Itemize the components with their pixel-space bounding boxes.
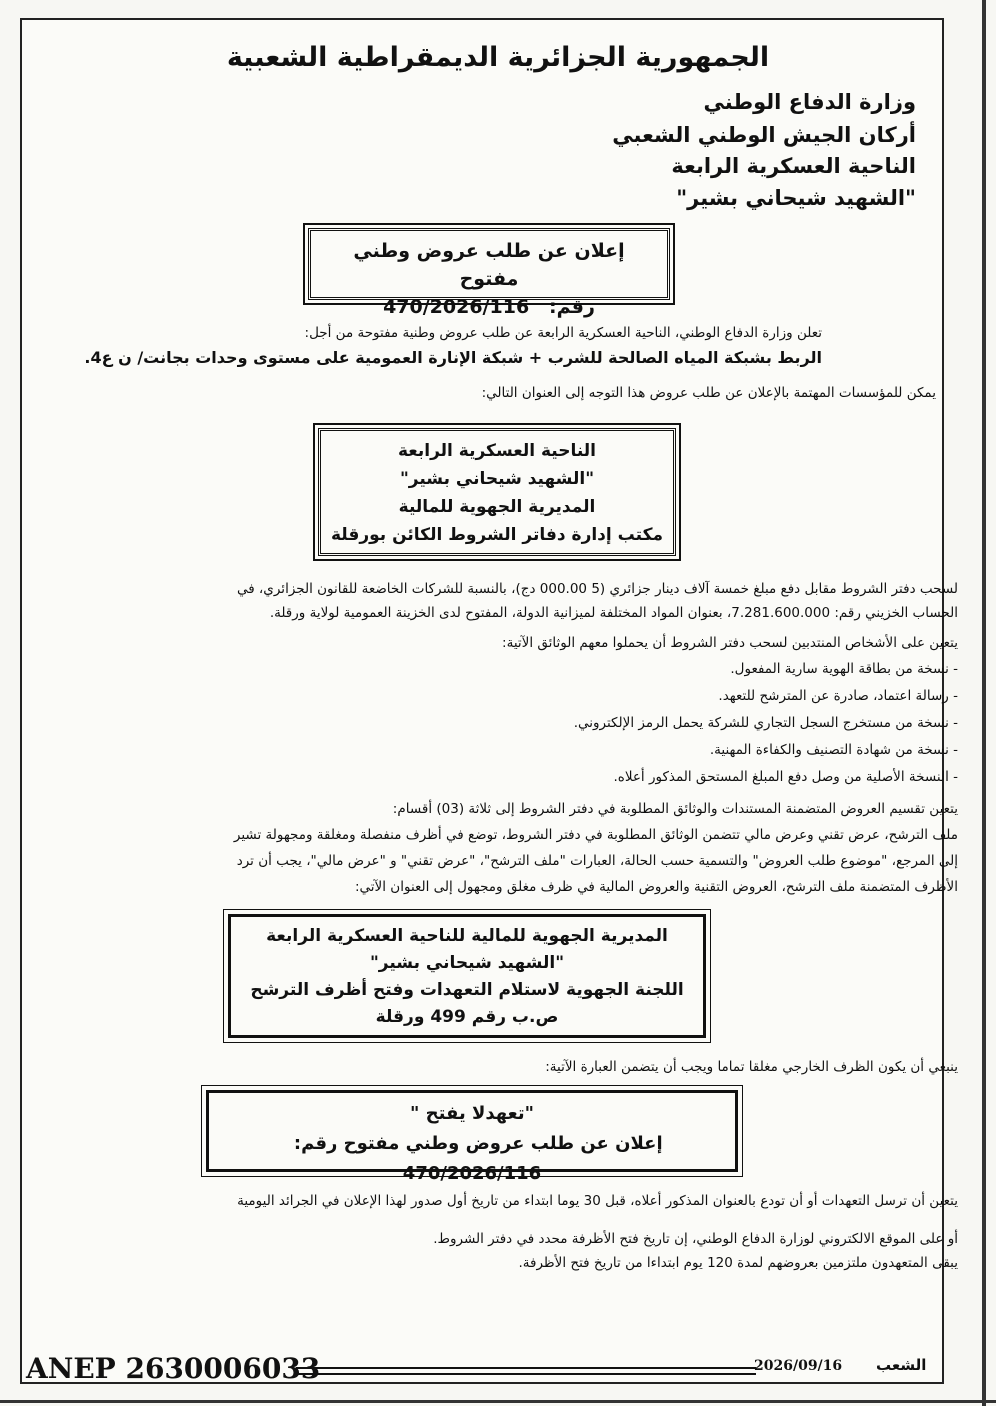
announcement-title: إعلان عن طلب عروض وطني مفتوح [353, 240, 625, 290]
documents-list [58, 656, 958, 791]
envelope-reference-number: 470/2026/116 [402, 1163, 542, 1184]
closing-para-2: أو على الموقع الالكتروني لوزارة الدفاع الوطني، إن تاريخ فتح الأظرفة محدد في دفتر الشروط. [433, 1231, 958, 1247]
address2-directorate: المديرية الجهوية للمالية للناحية العسكرية الرابعة [266, 926, 668, 946]
martyr-line: "الشهيد شيحاني بشير" [676, 186, 916, 210]
address2-pobox: ص.ب رقم 499 ورقلة [375, 1007, 559, 1027]
scan-edge-bottom [0, 1400, 996, 1403]
list-item: - نسخة من مستخرج السجل التجاري للشركة يحمل الرمز الإلكتروني. [573, 715, 958, 731]
address-box-1 [318, 428, 676, 556]
region-line: الناحية العسكرية الرابعة [671, 154, 916, 178]
envelope-reference-row [219, 1129, 725, 1189]
address2-martyr: "الشهيد شيحاني بشير" [369, 953, 565, 973]
announcement-number: 470/2026/116 [383, 296, 530, 318]
list-item: - النسخة الأصلية من وصل دفع المبلغ المستحق المذكور أعلاه. [613, 769, 958, 785]
address1-office: مكتب إدارة دفاتر الشروط الكائن بورقلة [330, 525, 663, 545]
payment-para-2: الحساب الخزيني رقم: 7.281.600.000، بعنوان المواد المختلفة لميزانية الدولة، المفتوح لدى الخزينة العمومية لولاية ورقلة. [269, 605, 958, 621]
envelopes-para-3: الأظرف المتضمنة ملف الترشح، العروض التقنية والعروض المالية في ظرف مغلق ومجهول إلى العنوان الآتي: [355, 879, 958, 895]
newspaper-name: الشعب [876, 1356, 927, 1374]
envelopes-para-1: ملف الترشح، عرض تقني وعرض مالي تتضمن الوثائق المطلوبة في دفتر الشروط، توضع في أظرف منفصلة ومغلقة ومجهولة تشير [233, 827, 958, 843]
republic-title: الجمهورية الجزائرية الديمقراطية الشعبية [226, 42, 770, 73]
closing-para-3: يبقى المتعهدون ملتزمين بعروضهم لمدة 120 يوم ابتداءا من تاريخ فتح الأظرفة. [518, 1255, 958, 1271]
envelope-do-not-open: "تعهدلا يفتح " [410, 1103, 534, 1124]
address1-martyr: "الشهيد شيحاني بشير" [399, 469, 595, 489]
sections-para: يتعين تقسيم العروض المتضمنة المستندات والوثائق المطلوبة في دفتر الشروط إلى ثلاثة (03) أقسام: [392, 801, 958, 817]
footer-date: 2026/09/16 [754, 1358, 843, 1374]
address-box-2 [228, 914, 706, 1038]
payment-para-1: لسحب دفتر الشروط مقابل دفع مبلغ خمسة آلاف دينار جزائري (5 000.00 دج)، بالنسبة للشركات الخاضعة للقانون الجزائري، في [236, 581, 958, 597]
closing-para-1: يتعين أن ترسل التعهدات أو أن تودع بالعنوان المذكور أعلاه، قبل 30 يوما ابتداء من تاريخ أول صدور لهذا الإعلان في الجرائد اليومية [237, 1193, 958, 1209]
staff-line: أركان الجيش الوطني الشعبي [612, 123, 916, 147]
envelopes-para-2: إلى المرجع، "موضوع طلب العروض" والتسمية حسب الحالة، العبارات "ملف الترشح"، "عرض تقني" و "عرض مالي"، يجب أن ترد [236, 853, 958, 869]
number-label: رقم: [549, 296, 595, 318]
list-item: - نسخة من شهادة التصنيف والكفاءة المهنية. [709, 742, 958, 758]
address1-region: الناحية العسكرية الرابعة [397, 441, 597, 461]
ministry-line: وزارة الدفاع الوطني [703, 90, 916, 114]
announcement-number-row [321, 293, 657, 321]
envelope-reference-text: إعلان عن طلب عروض وطني مفتوح رقم: [293, 1133, 663, 1154]
envelope-label-box [206, 1090, 738, 1184]
announcement-box [308, 228, 670, 318]
address-intro: يمكن للمؤسسات المهتمة بالإعلان عن طلب عروض هذا التوجه إلى العنوان التالي: [481, 385, 936, 401]
list-item: - رسالة اعتماد، صادرة عن المترشح للتعهد. [718, 688, 958, 704]
list-item: - نسخة من بطاقة الهوية سارية المفعول. [730, 661, 958, 677]
documents-intro: يتعين على الأشخاص المنتدبين لسحب دفتر الشروط أن يحملوا معهم الوثائق الآتية: [502, 635, 958, 651]
anep-reference: ANEP 2630006033 [26, 1352, 321, 1385]
scan-edge-right [982, 0, 986, 1406]
address1-directorate: المديرية الجهوية للمالية [398, 497, 596, 517]
intro-line: تعلن وزارة الدفاع الوطني، الناحية العسكرية الرابعة عن طلب عروض وطنية مفتوحة من أجل: [304, 325, 822, 341]
address2-committee: اللجنة الجهوية لاستلام التعهدات وفتح أظرف الترشح [250, 980, 684, 1000]
footer-rule [296, 1367, 756, 1375]
outer-envelope-intro: ينبغي أن يكون الظرف الخارجي مغلقا تماما ويجب أن يتضمن العبارة الآتية: [545, 1059, 958, 1075]
subject-line: الربط بشبكة المياه الصالحة للشرب + شبكة الإنارة العمومية على مستوى وحدات بجانت/ ن ع4. [84, 348, 822, 367]
